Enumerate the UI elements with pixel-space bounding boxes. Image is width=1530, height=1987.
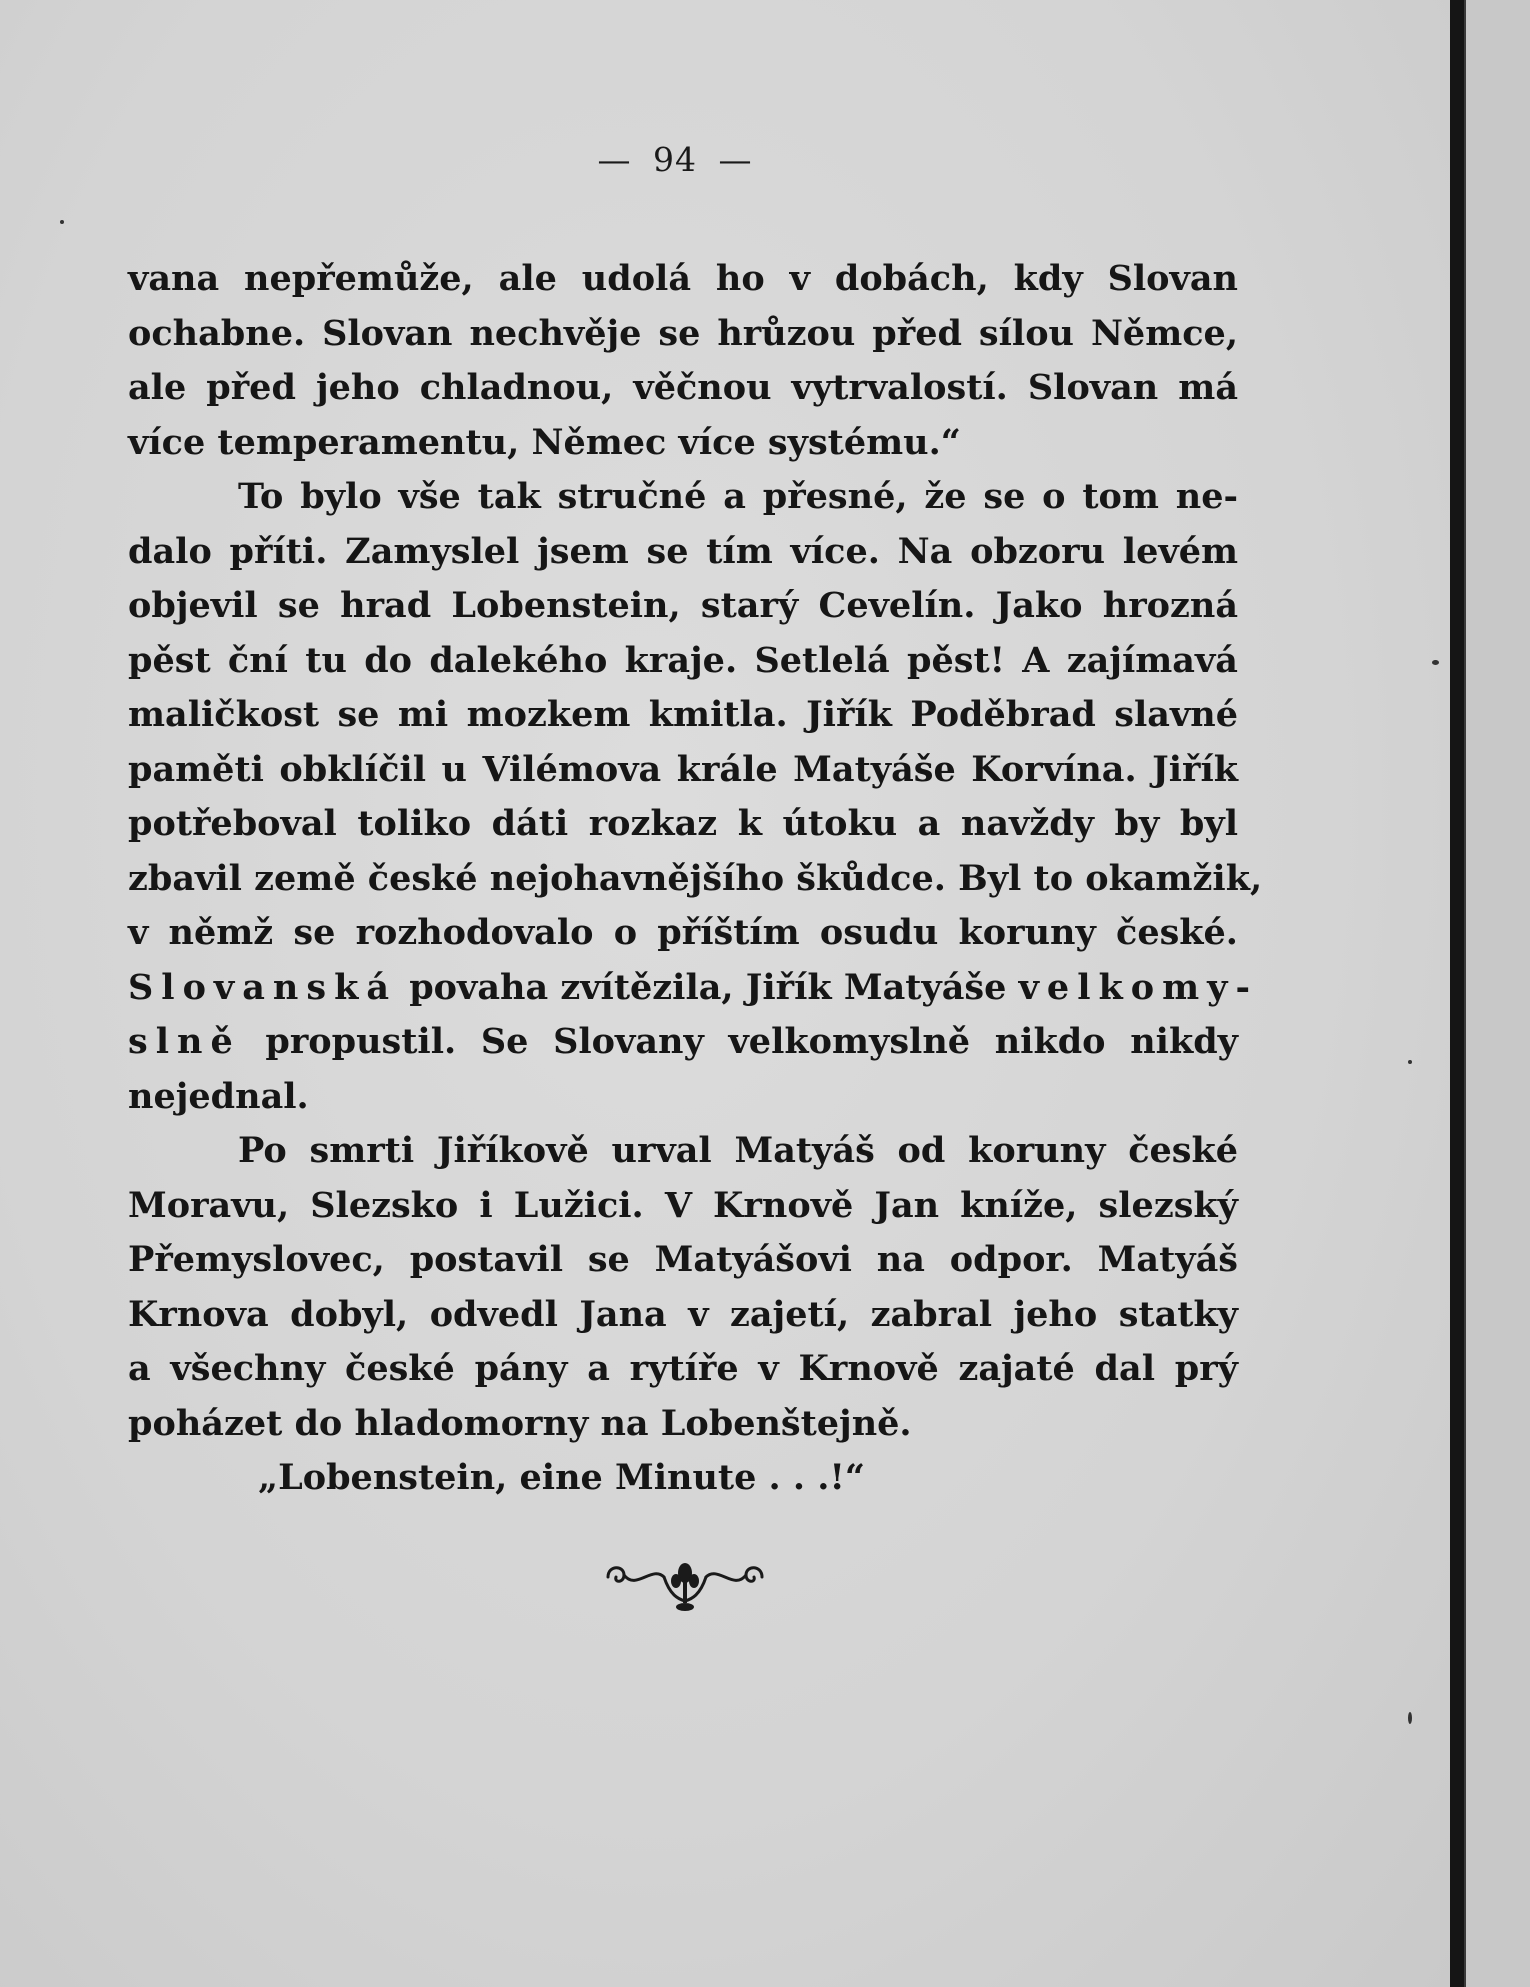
text-line: ochabne. Slovan nechvěje se hrůzou před sílou Němce,: [128, 312, 1238, 354]
text-line: v němž se rozhodovalo o příštím osudu koruny české.: [128, 912, 1238, 953]
spaced-word: slně: [128, 1021, 241, 1062]
line-segment: propustil. Se Slovany velkomyslně nikdo nikdy: [240, 1021, 1238, 1062]
adjacent-page-edge: [1464, 0, 1530, 1987]
text-line: Krnova dobyl, odvedl Jana v zajetí, zabral jeho statky: [128, 1293, 1238, 1335]
scan-speck: [1408, 1060, 1412, 1064]
scan-speck: [1408, 1712, 1412, 1724]
text-line: a všechny české pány a rytíře v Krnově zajaté dal prý: [128, 1348, 1238, 1389]
page-header: [0, 140, 1350, 179]
text-line: více temperamentu, Němec více systému.“: [128, 421, 961, 463]
text-line: dalo příti. Zamyslel jsem se tím více. Na obzoru levém: [128, 530, 1238, 572]
text-line: zbavil země české nejohavnějšího škůdce. Byl to okamžik,: [128, 857, 1263, 899]
text-line: poházet do hladomorny na Lobenštejně.: [128, 1402, 912, 1444]
text-line: vana nepřemůže, ale udolá ho v dobách, kdy Slovan: [128, 258, 1238, 299]
text-line: „Lobenstein, eine Minute . . .!“: [258, 1457, 865, 1498]
page-number: 94: [653, 140, 697, 179]
text-line: pěst ční tu do dalekého kraje. Setlelá pěst! A zajímavá: [128, 639, 1238, 681]
body-text: [128, 252, 1263, 1506]
spaced-word: velkomy-: [1018, 966, 1258, 1008]
header-dash-right: —: [718, 140, 753, 179]
page-gutter: [1450, 0, 1464, 1987]
text-line: paměti obklíčil u Vilémova krále Matyáše Korvína. Jiřík: [128, 748, 1238, 790]
text-line: Moravu, Slezsko i Lužici. V Krnově Jan kníže, slezský: [128, 1184, 1238, 1226]
text-line: nejednal.: [128, 1075, 309, 1117]
text-line: ale před jeho chladnou, věčnou vytrvalostí. Slovan má: [128, 367, 1238, 408]
scan-speck: [60, 220, 64, 224]
text-line-spaced: [128, 961, 1258, 1016]
text-line: objevil se hrad Lobenstein, starý Cevelín. Jako hrozná: [128, 585, 1238, 626]
text-line: potřeboval toliko dáti rozkaz k útoku a navždy by byl: [128, 803, 1238, 844]
line-segment: povaha zvítězila, Jiřík Matyáše: [397, 966, 1019, 1008]
text-line-spaced: [128, 1015, 1238, 1070]
header-dash-left: —: [597, 140, 632, 179]
text-line: maličkost se mi mozkem kmitla. Jiřík Poděbrad slavné: [128, 694, 1238, 735]
text-line: Přemyslovec, postavil se Matyášovi na odpor. Matyáš: [128, 1239, 1238, 1280]
text-line: Po smrti Jiříkově urval Matyáš od koruny české: [238, 1130, 1238, 1171]
scan-speck: [1432, 660, 1439, 665]
text-line: To bylo vše tak stručné a přesné, že se o tom ne-: [238, 476, 1238, 517]
fleuron-ornament-icon: [600, 1555, 770, 1615]
spaced-word: Slovanská: [128, 966, 398, 1008]
